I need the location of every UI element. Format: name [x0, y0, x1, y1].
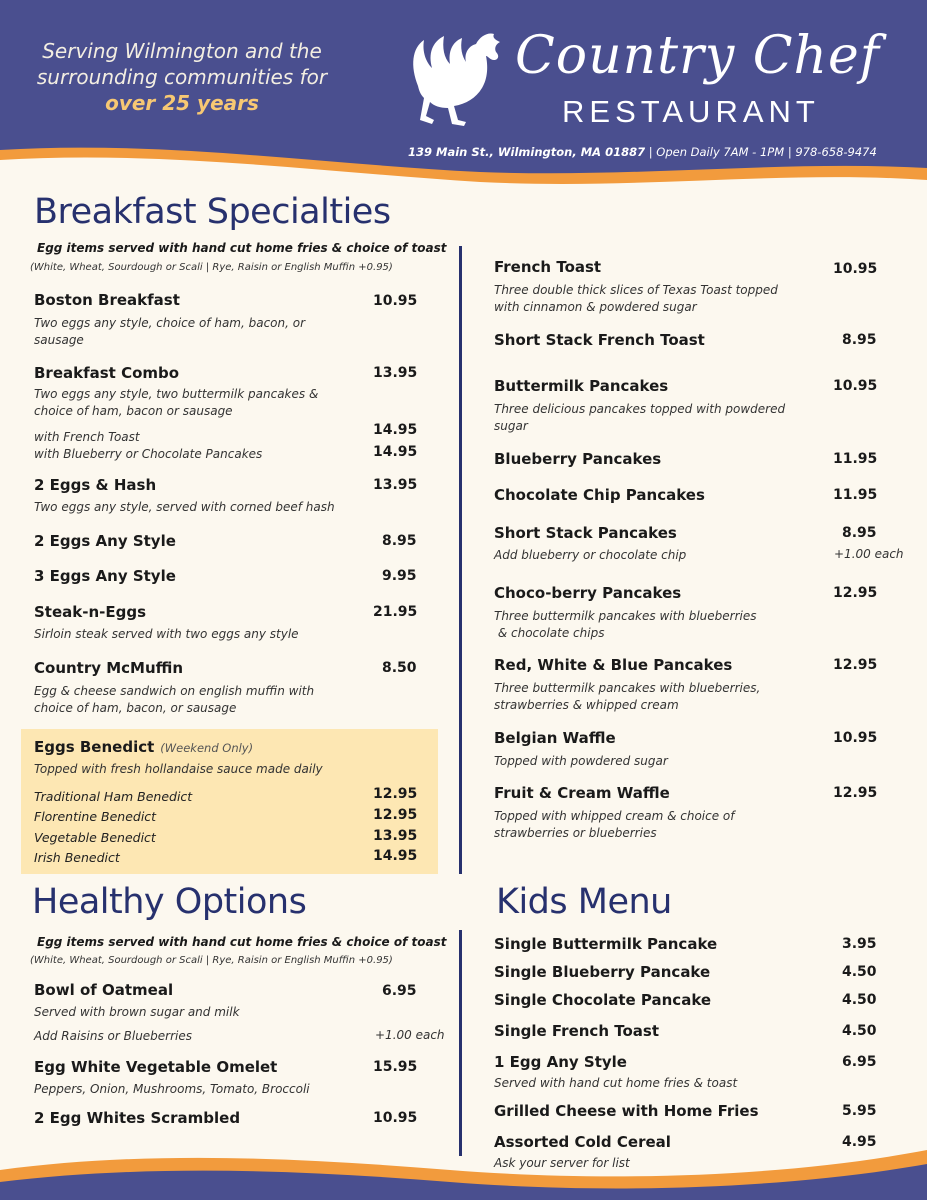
item-price: 12.95	[833, 657, 878, 673]
address-line	[408, 145, 877, 159]
tagline-accent: over 25 years	[105, 91, 259, 115]
item-name: 2 Eggs & Hash	[34, 476, 157, 494]
item-desc: Two eggs any style, two buttermilk pancakes &	[34, 387, 319, 401]
item-name: Short Stack French Toast	[494, 331, 705, 349]
item-name: Short Stack Pancakes	[494, 524, 677, 542]
item-desc: strawberries & whipped cream	[494, 698, 679, 712]
addon-price: +1.00 each	[375, 1028, 445, 1042]
item-price: 4.95	[842, 1134, 877, 1150]
item-name: 2 Eggs Any Style	[34, 532, 176, 550]
item-desc: Sirloin steak served with two eggs any style	[34, 627, 299, 641]
item-name: Red, White & Blue Pancakes	[494, 656, 733, 674]
item-price: 8.95	[842, 525, 877, 541]
item-name: Chocolate Chip Pancakes	[494, 486, 705, 504]
item-desc: Topped with fresh hollandaise sauce made daily	[34, 762, 323, 776]
item-price: 10.95	[833, 261, 878, 277]
item-name: Blueberry Pancakes	[494, 450, 662, 468]
option-price: 12.95	[373, 807, 418, 823]
option-price: 14.95	[373, 848, 418, 864]
tagline	[22, 38, 342, 116]
item-desc: Topped with powdered sugar	[494, 754, 668, 768]
item-desc: Peppers, Onion, Mushrooms, Tomato, Broccoli	[34, 1082, 310, 1096]
addon-price: +1.00 each	[834, 547, 904, 561]
benedict-option: Vegetable Benedict	[34, 830, 156, 845]
breakfast-toast-note: (White, Wheat, Sourdough or Scali | Rye, Raisin or English Muffin +0.95)	[30, 262, 393, 273]
item-desc: Served with hand cut home fries & toast	[494, 1076, 738, 1090]
item-name: Belgian Waffle	[494, 729, 616, 747]
item-price: 4.50	[842, 1023, 877, 1039]
item-name: Single Chocolate Pancake	[494, 991, 712, 1009]
item-desc: strawberries or blueberries	[494, 826, 657, 840]
item-price: 15.95	[373, 1059, 418, 1075]
item-desc: Three double thick slices of Texas Toast topped	[494, 283, 778, 297]
item-price: 10.95	[833, 730, 878, 746]
rooster-icon	[404, 26, 512, 130]
tagline-line-2: surrounding communities for	[36, 65, 328, 89]
item-price: 11.95	[833, 487, 878, 503]
item-name: Boston Breakfast	[34, 291, 180, 309]
item-price: 10.95	[373, 293, 418, 309]
item-desc: choice of ham, bacon, or sausage	[34, 701, 237, 715]
item-desc: sugar	[494, 419, 528, 433]
item-desc: Two eggs any style, served with corned beef hash	[34, 500, 335, 514]
item-price: 8.95	[842, 332, 877, 348]
item-price: 6.95	[382, 983, 417, 999]
item-name: Assorted Cold Cereal	[494, 1133, 671, 1151]
item-name: Fruit & Cream Waffle	[494, 784, 670, 802]
item-desc: Three delicious pancakes topped with powdered	[494, 402, 786, 416]
item-name	[34, 738, 253, 758]
brand-subtitle: RESTAURANT	[562, 94, 820, 129]
item-name: Choco-berry Pancakes	[494, 584, 682, 602]
item-desc: Three buttermilk pancakes with blueberries,	[494, 681, 761, 695]
item-name: Egg White Vegetable Omelet	[34, 1058, 278, 1076]
breakfast-title: Breakfast Specialties	[34, 192, 391, 232]
benedict-option: Irish Benedict	[34, 850, 120, 865]
item-desc: Topped with whipped cream & choice of	[494, 809, 735, 823]
item-desc: & chocolate chips	[494, 626, 605, 640]
item-name: 1 Egg Any Style	[494, 1053, 627, 1071]
item-price: 5.95	[842, 1103, 877, 1119]
item-price: 4.50	[842, 992, 877, 1008]
item-option: with French Toast	[34, 430, 140, 444]
item-price: 8.95	[382, 533, 417, 549]
benedict-option: Traditional Ham Benedict	[34, 789, 193, 804]
item-price: 12.95	[833, 785, 878, 801]
item-price: 4.50	[842, 964, 877, 980]
breakfast-note: Egg items served with hand cut home fries & choice of toast	[37, 241, 447, 255]
item-price: 12.95	[833, 585, 878, 601]
item-name: Breakfast Combo	[34, 364, 180, 382]
option-price: 14.95	[373, 422, 418, 438]
item-name: French Toast	[494, 258, 602, 276]
brand-name: Country Chef	[515, 26, 881, 86]
item-name: Country McMuffin	[34, 659, 184, 677]
item-desc: Egg & cheese sandwich on english muffin with	[34, 684, 315, 698]
item-name: Single Buttermilk Pancake	[494, 935, 718, 953]
item-desc: with cinnamon & powdered sugar	[494, 300, 697, 314]
column-divider	[459, 930, 462, 1156]
item-price: 8.50	[382, 660, 417, 676]
healthy-title: Healthy Options	[32, 882, 307, 922]
item-name: Single Blueberry Pancake	[494, 963, 711, 981]
hours: Open Daily 7AM - 1PM	[656, 145, 785, 159]
item-price: 6.95	[842, 1054, 877, 1070]
benedict-name: Eggs Benedict	[34, 738, 155, 756]
item-name: Bowl of Oatmeal	[34, 981, 174, 999]
item-name: Single French Toast	[494, 1022, 659, 1040]
item-price: 9.95	[382, 568, 417, 584]
item-option: Add Raisins or Blueberries	[34, 1029, 193, 1043]
item-price: 21.95	[373, 604, 418, 620]
kids-title: Kids Menu	[496, 882, 672, 922]
item-desc: choice of ham, bacon or sausage	[34, 404, 233, 418]
item-name: 3 Eggs Any Style	[34, 567, 176, 585]
item-price: 11.95	[833, 451, 878, 467]
address: 139 Main St., Wilmington, MA 01887	[408, 145, 646, 159]
phone: 978-658-9474	[795, 145, 877, 159]
item-price: 10.95	[833, 378, 878, 394]
item-option: with Blueberry or Chocolate Pancakes	[34, 447, 263, 461]
option-price: 13.95	[373, 828, 418, 844]
item-desc: Two eggs any style, choice of ham, bacon, or	[34, 316, 306, 330]
weekend-tag: (Weekend Only)	[160, 741, 254, 755]
healthy-note: Egg items served with hand cut home fries & choice of toast	[37, 935, 447, 949]
item-price: 13.95	[373, 365, 418, 381]
separator: |	[648, 145, 653, 159]
healthy-toast-note: (White, Wheat, Sourdough or Scali | Rye, Raisin or English Muffin +0.95)	[30, 955, 393, 966]
item-desc: Served with brown sugar and milk	[34, 1005, 240, 1019]
item-name: Grilled Cheese with Home Fries	[494, 1102, 759, 1120]
item-name: Steak-n-Eggs	[34, 603, 147, 621]
separator: |	[787, 145, 792, 159]
item-name: Buttermilk Pancakes	[494, 377, 669, 395]
option-price: 12.95	[373, 786, 418, 802]
column-divider	[459, 246, 462, 874]
tagline-line-1: Serving Wilmington and the	[42, 39, 322, 63]
option-price: 14.95	[373, 444, 418, 460]
item-price: 10.95	[373, 1110, 418, 1126]
item-desc: Three buttermilk pancakes with blueberries	[494, 609, 757, 623]
item-price: 3.95	[842, 936, 877, 952]
item-desc: Ask your server for list	[494, 1156, 630, 1170]
item-desc: sausage	[34, 333, 84, 347]
item-name: 2 Egg Whites Scrambled	[34, 1109, 241, 1127]
benedict-option: Florentine Benedict	[34, 809, 157, 824]
item-price: 13.95	[373, 477, 418, 493]
item-desc: Add blueberry or chocolate chip	[494, 548, 687, 562]
